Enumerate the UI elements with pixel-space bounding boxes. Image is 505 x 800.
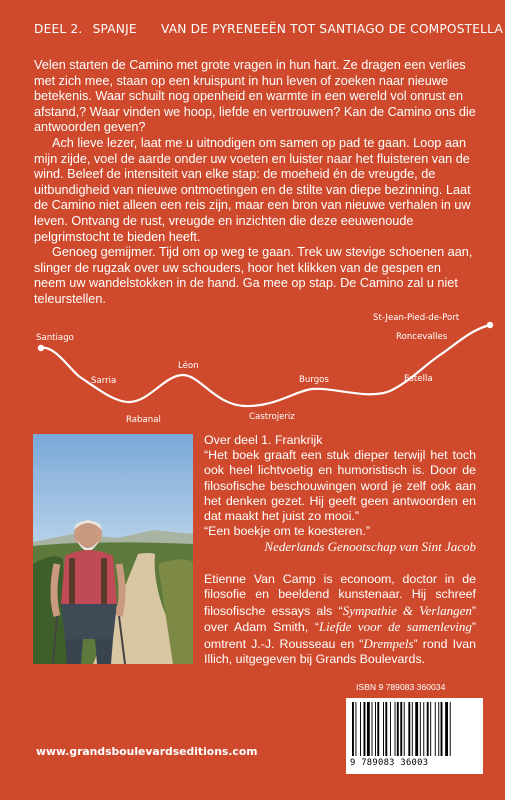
intro-paragraph: Velen starten de Camino met grote vragen in hun hart. Ze dragen een verlies met zich mee, staan op een kruispunt in hun leven of zoeken naar nieuwe betekenis. Waar schuilt nog openheid en warmte in een wereld vol onrust en afstand,? Waar vinden we hoop, liefde en vertrouwen? Kan de Camino ons die antwoorden geven?	[34, 58, 476, 135]
about-heading: Over deel 1. Frankrijk	[204, 433, 323, 447]
route-map	[0, 305, 505, 425]
barcode-bars	[346, 698, 483, 758]
bio-text: ” rond Ivan Illich, uitgegeven bij Grands Boulevards.	[204, 636, 476, 667]
barcode-bar	[367, 702, 370, 756]
barcode-bar	[385, 702, 387, 756]
barcode-bar	[383, 702, 384, 756]
barcode-bar	[430, 702, 431, 756]
barcode-bar	[372, 702, 373, 756]
intro-paragraph: Genoeg gemijmer. Tijd om op weg te gaan. Trek uw stevige schoenen aan, slinger de rugzak over uw schouders, hoor het klikken van de gespen en neem uw wandelstokken in de hand. Ga mee op stap. De Camino zal u niet teleurstellen.	[34, 245, 473, 306]
book-title: Sympathie & Verlangen	[342, 602, 472, 618]
barcode-bar	[423, 702, 424, 756]
stop-label-rabanal: Rabanal	[126, 415, 161, 425]
book-title: Drempels	[363, 635, 414, 651]
intro-text	[34, 58, 476, 308]
barcode-bar	[390, 702, 391, 756]
barcode-bar	[420, 702, 421, 756]
stop-label-roncevalles: Roncevalles	[396, 332, 448, 342]
bio-text: ” omtrent J.-J. Rousseau en “	[204, 620, 477, 651]
barcode-bar	[438, 702, 439, 756]
author-bio	[204, 572, 476, 667]
barcode-bar	[360, 702, 361, 756]
country-label: SPANJE	[92, 22, 137, 36]
part-label: DEEL 2.	[34, 22, 83, 36]
review-quote-short: “Een boekje om te koesteren.”	[204, 524, 370, 539]
barcode-bar	[427, 702, 429, 756]
route-stop-dot	[38, 345, 44, 351]
barcode-bar	[415, 702, 418, 756]
review-quote: “Het boek graaft een stuk dieper terwijl het toch ook heel lichtvoetig en humoristisch is. Door de filosofische beschouwingen word je zelf ook aan het denken gezet. Hij geeft geen antwoorden en dat maakt het juist zo mooi.”	[204, 448, 476, 524]
author-photo	[33, 434, 193, 664]
stop-label-santiago: Santiago	[36, 333, 74, 343]
review-source: Nederlands Genootschap van Sint Jacob	[264, 539, 476, 555]
stop-label-castrojeriz: Castrojeriz	[249, 412, 295, 422]
barcode-bar	[377, 702, 379, 756]
route-stop-dot	[487, 322, 493, 328]
barcode-bar	[435, 702, 436, 756]
barcode-bar	[412, 702, 413, 756]
barcode-bar	[450, 702, 451, 756]
barcode-bar	[375, 702, 376, 756]
isbn-barcode	[346, 698, 483, 774]
publisher-website[interactable]: www.grandsboulevardseditions.com	[36, 745, 258, 758]
barcode-bar	[395, 702, 396, 756]
about-part-one	[204, 433, 476, 555]
author-photo-illustration	[33, 434, 193, 664]
bio-text: Etienne Van Camp is econoom, doctor in de filosofie en beeldend kunstenaar. Hij schreef filosofische essays als “	[204, 572, 476, 618]
barcode-bar	[364, 702, 366, 756]
stop-label-sarria: Sarria	[91, 376, 117, 386]
book-series-header	[34, 22, 503, 36]
stop-label-st-jean: St-Jean-Pied-de-Port	[373, 313, 460, 323]
isbn-label: ISBN 9 789083 360034	[356, 682, 446, 692]
barcode-bar	[397, 702, 399, 756]
book-title: Liefde voor de samenleving	[318, 619, 472, 635]
barcode-bar	[408, 702, 410, 756]
barcode-bar	[441, 702, 443, 756]
intro-paragraph: Ach lieve lezer, laat me u uitnodigen om samen op pad te gaan. Loop aan mijn zijde, voel de aarde onder uw voeten en luister naar het fluisteren van de wind. Beleef de intensiteit van elke stap: de moeheid én de vreugde, de uitbundigheid van nieuwe ontmoetingen en de stilte van diepe bezinning. Laat de Camino niet alleen een reis zijn, maar een bron van nieuwe verhalen in uw leven. Ontvang de rust, vreugde en inzichten die deze eeuwenoude pelgrimstocht te bieden heeft.	[34, 135, 471, 244]
barcode-bar	[400, 702, 402, 756]
stop-label-estella: Estella	[404, 374, 433, 384]
barcode-bar	[445, 702, 448, 756]
bio-text: ” over Adam Smith, “	[204, 603, 476, 635]
barcode-bar	[404, 702, 405, 756]
stop-label-leon: Léon	[178, 361, 199, 371]
barcode-bar	[352, 702, 354, 756]
subtitle: VAN DE PYRENEEËN TOT SANTIAGO DE COMPOSTELLA	[160, 22, 503, 36]
barcode-bar	[355, 702, 356, 756]
stop-label-burgos: Burgos	[299, 375, 329, 385]
barcode-digits: 9 789083 36003	[350, 758, 429, 768]
